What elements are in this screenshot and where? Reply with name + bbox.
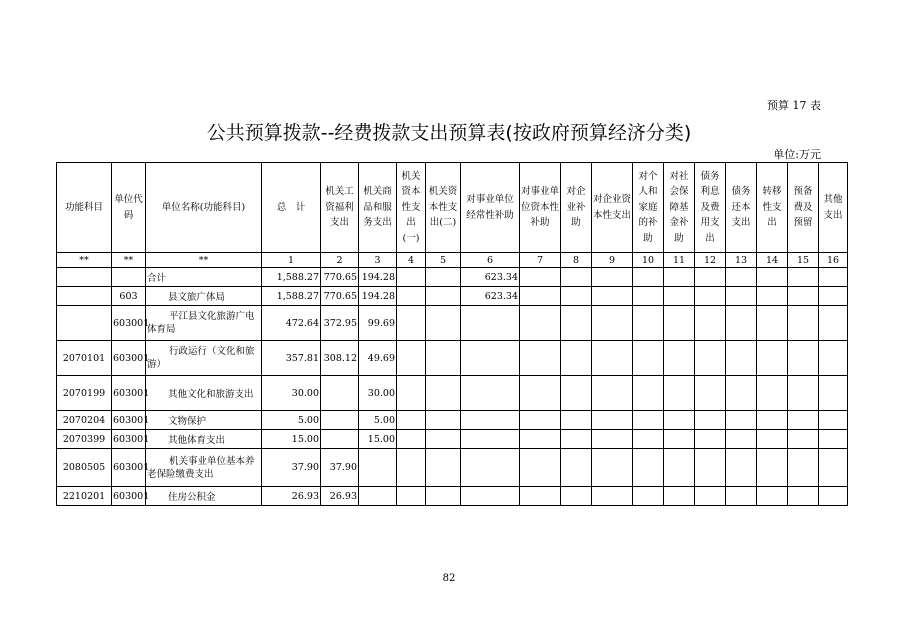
empty-cell xyxy=(819,411,848,430)
page-number: 82 xyxy=(442,573,456,584)
empty-cell xyxy=(592,268,633,287)
index-cell: 16 xyxy=(819,253,848,268)
empty-cell xyxy=(592,411,633,430)
wage-welfare-cell: 37.90 xyxy=(321,449,359,487)
index-cell: 7 xyxy=(520,253,561,268)
unit-code-cell: 603001 xyxy=(112,376,146,411)
index-cell: 9 xyxy=(592,253,633,268)
unit-code-cell: 603001 xyxy=(112,487,146,506)
empty-cell xyxy=(561,449,592,487)
empty-cell xyxy=(726,487,757,506)
empty-cell xyxy=(426,411,461,430)
empty-cell xyxy=(561,306,592,341)
column-header: 功能科目 xyxy=(57,163,112,253)
empty-cell xyxy=(726,376,757,411)
column-header: 机关商品和服务支出 xyxy=(359,163,397,253)
index-cell: 10 xyxy=(633,253,664,268)
function-code-cell: 2070399 xyxy=(57,430,112,449)
column-header: 对事业单位经常性补助 xyxy=(461,163,520,253)
unit-name-cell: 机关事业单位基本养老保险缴费支出 xyxy=(146,449,262,487)
column-header: 债务还本支出 xyxy=(726,163,757,253)
empty-cell xyxy=(819,449,848,487)
index-cell: 14 xyxy=(757,253,788,268)
function-code-cell xyxy=(57,306,112,341)
empty-cell xyxy=(397,487,426,506)
goods-services-cell: 194.28 xyxy=(359,268,397,287)
unit-label: 单位:万元 xyxy=(773,148,821,161)
empty-cell xyxy=(426,341,461,376)
empty-cell xyxy=(633,341,664,376)
goods-services-cell: 30.00 xyxy=(359,376,397,411)
empty-cell xyxy=(664,287,695,306)
empty-cell xyxy=(788,268,819,287)
unit-code-cell: 603001 xyxy=(112,449,146,487)
budget-table xyxy=(56,162,848,506)
wage-welfare-cell: 372.95 xyxy=(321,306,359,341)
empty-cell xyxy=(695,341,726,376)
function-code-cell xyxy=(57,268,112,287)
empty-cell xyxy=(561,430,592,449)
empty-cell xyxy=(788,411,819,430)
empty-cell xyxy=(819,430,848,449)
table-row xyxy=(57,268,848,287)
index-cell: 2 xyxy=(321,253,359,268)
table-row xyxy=(57,430,848,449)
empty-cell xyxy=(757,376,788,411)
page-title: 公共预算拨款--经费拨款支出预算表(按政府预算经济分类) xyxy=(206,122,692,144)
goods-services-cell xyxy=(359,487,397,506)
empty-cell xyxy=(520,341,561,376)
index-cell: ** xyxy=(57,253,112,268)
empty-cell xyxy=(426,376,461,411)
empty-cell xyxy=(664,449,695,487)
index-cell: 12 xyxy=(695,253,726,268)
empty-cell xyxy=(757,487,788,506)
empty-cell xyxy=(757,287,788,306)
empty-cell xyxy=(788,376,819,411)
column-header: 单位名称(功能科目) xyxy=(146,163,262,253)
empty-cell xyxy=(633,287,664,306)
empty-cell xyxy=(633,306,664,341)
empty-cell xyxy=(726,306,757,341)
empty-cell xyxy=(592,287,633,306)
empty-cell xyxy=(726,268,757,287)
empty-cell xyxy=(695,287,726,306)
unit-name-cell: 县文旅广体局 xyxy=(146,287,262,306)
empty-cell xyxy=(397,430,426,449)
empty-cell xyxy=(397,411,426,430)
unit-name-cell: 其他体育支出 xyxy=(146,430,262,449)
column-header: 对事业单位资本性补助 xyxy=(520,163,561,253)
wage-welfare-cell: 26.93 xyxy=(321,487,359,506)
empty-cell xyxy=(819,268,848,287)
empty-cell xyxy=(757,341,788,376)
empty-cell xyxy=(592,341,633,376)
empty-cell xyxy=(664,376,695,411)
empty-cell xyxy=(695,449,726,487)
empty-cell xyxy=(397,268,426,287)
empty-cell xyxy=(664,487,695,506)
index-cell: 15 xyxy=(788,253,819,268)
column-header: 机关工资福利支出 xyxy=(321,163,359,253)
institution-subsidy-cell xyxy=(461,487,520,506)
index-cell: 6 xyxy=(461,253,520,268)
empty-cell xyxy=(397,449,426,487)
wage-welfare-cell xyxy=(321,430,359,449)
index-cell: 13 xyxy=(726,253,757,268)
empty-cell xyxy=(426,287,461,306)
table-row xyxy=(57,306,848,341)
empty-cell xyxy=(426,306,461,341)
column-header: 其他支出 xyxy=(819,163,848,253)
unit-name-cell: 其他文化和旅游支出 xyxy=(146,376,262,411)
table-number: 预算 17 表 xyxy=(767,99,821,112)
empty-cell xyxy=(788,341,819,376)
index-cell: 11 xyxy=(664,253,695,268)
empty-cell xyxy=(561,341,592,376)
goods-services-cell: 15.00 xyxy=(359,430,397,449)
table-row xyxy=(57,411,848,430)
empty-cell xyxy=(664,341,695,376)
column-header: 债务利息及费用支出 xyxy=(695,163,726,253)
empty-cell xyxy=(664,306,695,341)
function-code-cell: 2070101 xyxy=(57,341,112,376)
empty-cell xyxy=(520,306,561,341)
function-code-cell: 2210201 xyxy=(57,487,112,506)
empty-cell xyxy=(520,287,561,306)
empty-cell xyxy=(633,376,664,411)
empty-cell xyxy=(788,487,819,506)
unit-name-cell: 行政运行（文化和旅游） xyxy=(146,341,262,376)
column-header: 对个人和家庭的补助 xyxy=(633,163,664,253)
empty-cell xyxy=(520,487,561,506)
empty-cell xyxy=(757,306,788,341)
empty-cell xyxy=(788,287,819,306)
empty-cell xyxy=(426,449,461,487)
goods-services-cell: 5.00 xyxy=(359,411,397,430)
empty-cell xyxy=(426,268,461,287)
empty-cell xyxy=(426,487,461,506)
empty-cell xyxy=(520,268,561,287)
unit-name-cell: 合计 xyxy=(146,268,262,287)
total-cell: 472.64 xyxy=(262,306,321,341)
empty-cell xyxy=(695,430,726,449)
empty-cell xyxy=(633,487,664,506)
institution-subsidy-cell xyxy=(461,341,520,376)
table-row xyxy=(57,487,848,506)
empty-cell xyxy=(664,268,695,287)
index-cell: 4 xyxy=(397,253,426,268)
empty-cell xyxy=(695,376,726,411)
empty-cell xyxy=(633,430,664,449)
empty-cell xyxy=(788,430,819,449)
institution-subsidy-cell: 623.34 xyxy=(461,287,520,306)
total-cell: 1,588.27 xyxy=(262,268,321,287)
index-cell: 5 xyxy=(426,253,461,268)
empty-cell xyxy=(592,376,633,411)
function-code-cell: 2080505 xyxy=(57,449,112,487)
unit-code-cell xyxy=(112,268,146,287)
wage-welfare-cell: 770.65 xyxy=(321,287,359,306)
unit-name-cell: 平江县文化旅游广电体育局 xyxy=(146,306,262,341)
column-header: 总 计 xyxy=(262,163,321,253)
empty-cell xyxy=(397,341,426,376)
wage-welfare-cell xyxy=(321,376,359,411)
empty-cell xyxy=(633,411,664,430)
empty-cell xyxy=(561,376,592,411)
empty-cell xyxy=(726,411,757,430)
empty-cell xyxy=(819,376,848,411)
unit-name-cell: 文物保护 xyxy=(146,411,262,430)
index-cell: 8 xyxy=(561,253,592,268)
unit-code-cell: 603 xyxy=(112,287,146,306)
unit-name-cell: 住房公积金 xyxy=(146,487,262,506)
empty-cell xyxy=(592,487,633,506)
empty-cell xyxy=(561,487,592,506)
table-row xyxy=(57,376,848,411)
institution-subsidy-cell xyxy=(461,306,520,341)
total-cell: 357.81 xyxy=(262,341,321,376)
empty-cell xyxy=(592,430,633,449)
empty-cell xyxy=(633,268,664,287)
goods-services-cell: 194.28 xyxy=(359,287,397,306)
institution-subsidy-cell: 623.34 xyxy=(461,268,520,287)
total-cell: 15.00 xyxy=(262,430,321,449)
empty-cell xyxy=(561,268,592,287)
index-cell: 1 xyxy=(262,253,321,268)
empty-cell xyxy=(757,411,788,430)
empty-cell xyxy=(561,411,592,430)
column-header: 预备费及预留 xyxy=(788,163,819,253)
unit-code-cell: 603001 xyxy=(112,341,146,376)
empty-cell xyxy=(819,487,848,506)
total-cell: 37.90 xyxy=(262,449,321,487)
function-code-cell: 2070199 xyxy=(57,376,112,411)
empty-cell xyxy=(592,306,633,341)
institution-subsidy-cell xyxy=(461,430,520,449)
empty-cell xyxy=(757,430,788,449)
empty-cell xyxy=(819,287,848,306)
total-cell: 30.00 xyxy=(262,376,321,411)
empty-cell xyxy=(726,341,757,376)
empty-cell xyxy=(788,449,819,487)
empty-cell xyxy=(695,411,726,430)
empty-cell xyxy=(520,411,561,430)
empty-cell xyxy=(757,449,788,487)
empty-cell xyxy=(397,306,426,341)
wage-welfare-cell: 308.12 xyxy=(321,341,359,376)
goods-services-cell: 49.69 xyxy=(359,341,397,376)
wage-welfare-cell xyxy=(321,411,359,430)
unit-code-cell: 603001 xyxy=(112,430,146,449)
table-row xyxy=(57,341,848,376)
empty-cell xyxy=(426,430,461,449)
table-row xyxy=(57,449,848,487)
index-cell: ** xyxy=(146,253,262,268)
empty-cell xyxy=(695,487,726,506)
empty-cell xyxy=(664,411,695,430)
goods-services-cell xyxy=(359,449,397,487)
index-row xyxy=(57,253,848,268)
total-cell: 5.00 xyxy=(262,411,321,430)
empty-cell xyxy=(819,341,848,376)
empty-cell xyxy=(819,306,848,341)
column-header: 转移性支出 xyxy=(757,163,788,253)
goods-services-cell: 99.69 xyxy=(359,306,397,341)
column-header: 机关资本性支出(二) xyxy=(426,163,461,253)
column-header: 机关资本性支出(一) xyxy=(397,163,426,253)
total-cell: 26.93 xyxy=(262,487,321,506)
institution-subsidy-cell xyxy=(461,376,520,411)
unit-code-cell: 603001 xyxy=(112,411,146,430)
empty-cell xyxy=(695,306,726,341)
empty-cell xyxy=(633,449,664,487)
institution-subsidy-cell xyxy=(461,411,520,430)
function-code-cell: 2070204 xyxy=(57,411,112,430)
empty-cell xyxy=(726,430,757,449)
empty-cell xyxy=(520,449,561,487)
empty-cell xyxy=(397,376,426,411)
total-cell: 1,588.27 xyxy=(262,287,321,306)
column-header: 对社会保障基金补助 xyxy=(664,163,695,253)
empty-cell xyxy=(397,287,426,306)
empty-cell xyxy=(561,287,592,306)
empty-cell xyxy=(520,430,561,449)
column-header: 对企业补助 xyxy=(561,163,592,253)
index-cell: 3 xyxy=(359,253,397,268)
table-row xyxy=(57,287,848,306)
empty-cell xyxy=(695,268,726,287)
empty-cell xyxy=(726,287,757,306)
wage-welfare-cell: 770.65 xyxy=(321,268,359,287)
function-code-cell xyxy=(57,287,112,306)
index-cell: ** xyxy=(112,253,146,268)
empty-cell xyxy=(592,449,633,487)
empty-cell xyxy=(757,268,788,287)
empty-cell xyxy=(664,430,695,449)
header-row xyxy=(57,163,848,253)
unit-code-cell: 603001 xyxy=(112,306,146,341)
empty-cell xyxy=(520,376,561,411)
column-header: 单位代码 xyxy=(112,163,146,253)
empty-cell xyxy=(726,449,757,487)
institution-subsidy-cell xyxy=(461,449,520,487)
empty-cell xyxy=(788,306,819,341)
column-header: 对企业资本性支出 xyxy=(592,163,633,253)
